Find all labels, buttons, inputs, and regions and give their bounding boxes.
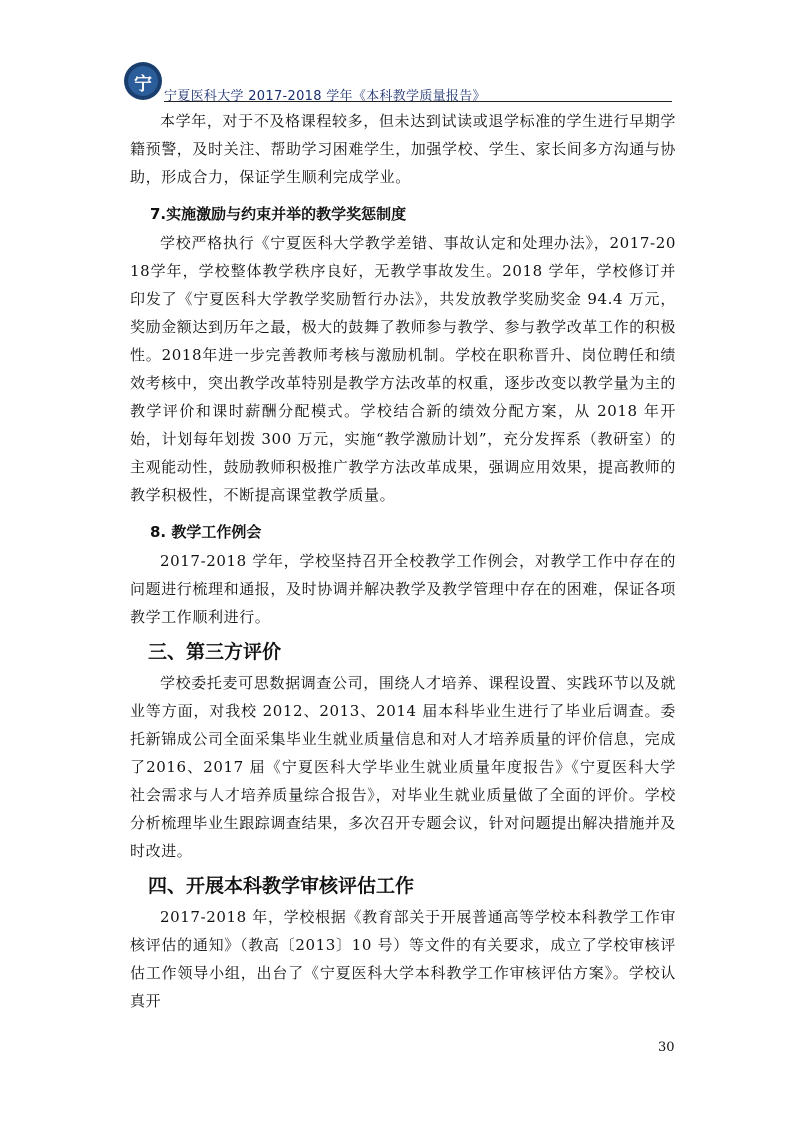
document-body	[130, 107, 676, 1015]
header-divider	[164, 101, 672, 102]
paragraph-audit: 2017-2018 年，学校根据《教育部关于开展普通高等学校本科教学工作审核评估的通知》（教高〔2013〕10 号）等文件的有关要求，成立了学校审核评估工作领导小组，出台了《宁夏医科大学本科教学工作审核评估方案》。学校认真开	[130, 908, 676, 1010]
university-logo-icon: 宁	[124, 62, 162, 100]
paragraph-academic-warning: 本学年，对于不及格课程较多，但未达到试读或退学标准的学生进行早期学籍预警，及时关注、帮助学习困难学生，加强学校、学生、家长间多方沟通与协助，形成合力，保证学生顺利完成学业。	[130, 112, 677, 186]
header-title: 宁夏医科大学 2017-2018 学年《本科教学质量报告》	[164, 89, 486, 104]
section-heading-7: 7.实施激励与约束并举的教学奖惩制度	[150, 205, 407, 223]
section-heading-8: 8. 教学工作例会	[150, 523, 262, 541]
chapter-heading-third-party: 三、第三方评价	[148, 641, 282, 663]
paragraph-incentives: 学校严格执行《宁夏医科大学教学差错、事故认定和处理办法》，2017-2018学年，学校整体教学秩序良好，无教学事故发生。2018 学年，学校修订并印发了《宁夏医科大学教学奖励暂行办法》，共发放教学奖励奖金 94.4 万元，奖励金额达到历年之最，极大的鼓舞了教师参与教学、参与教学改革工作的积极性。2018年进一步完善教师考核与激励机制。学校在职称晋升、岗位聘任和绩效考核中，突出教学改革特别是教学方法改革的权重，逐步改变以教学量为主的教学评价和课时薪酬分配模式。学校结合新的绩效分配方案，从 2018 年开始，计划每年划拨 300 万元，实施“教学激励计划”，充分发挥系（教研室）的主观能动性，鼓励教师积极推广教学方法改革成果，强调应用效果，提高教师的教学积极性，不断提高课堂教学质量。	[130, 234, 677, 504]
paragraph-teaching-meetings: 2017-2018 学年，学校坚持召开全校教学工作例会，对教学工作中存在的问题进行梳理和通报，及时协调并解决教学及教学管理中存在的困难，保证各项教学工作顺利进行。	[130, 552, 677, 626]
page-number: 30	[658, 1040, 675, 1055]
paragraph-third-party: 学校委托麦可思数据调查公司，围绕人才培养、课程设置、实践环节以及就业等方面，对我校 2012、2013、2014 届本科毕业生进行了毕业后调查。委托新锦成公司全面采集毕业生就业质量信息和对人才培养质量的评价信息，完成了2016、2017 届《宁夏医科大学毕业生就业质量年度报告》《宁夏医科大学社会需求与人才培养质量综合报告》，对毕业生就业质量做了全面的评价。学校分析梳理毕业生跟踪调查结果，多次召开专题会议，针对问题提出解决措施并及时改进。	[130, 674, 677, 860]
page-header	[124, 62, 672, 102]
chapter-heading-audit: 四、开展本科教学审核评估工作	[148, 875, 415, 897]
